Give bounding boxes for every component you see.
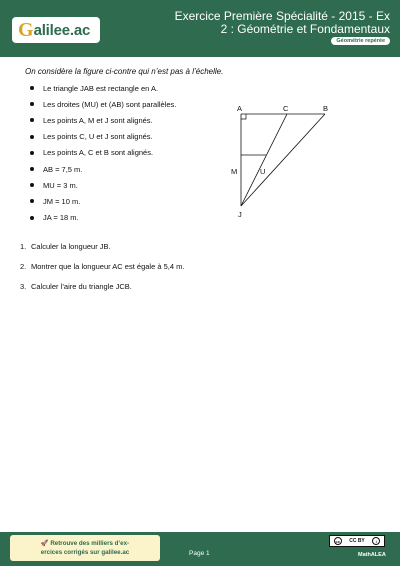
logo-g-letter: G: [18, 19, 34, 41]
label-u: U: [260, 167, 266, 176]
question-text: Montrer que la longueur AC est égale à 5,4 m.: [31, 261, 185, 271]
list-item: MU = 3 m.: [30, 177, 176, 193]
bullet-icon: [30, 199, 34, 203]
bullet-icon: [30, 183, 34, 187]
bullet-icon: [30, 118, 34, 122]
list-item: AB = 7,5 m.: [30, 161, 176, 177]
promo-line-2: ercices corrigés sur galilee.ac: [40, 549, 130, 556]
bullet-icon: [30, 151, 34, 155]
label-j: J: [238, 210, 242, 219]
license-badge[interactable]: [329, 535, 385, 547]
bullet-icon: [30, 167, 34, 171]
label-b: B: [323, 104, 329, 113]
promo-banner[interactable]: [10, 535, 160, 561]
question-item: [20, 256, 184, 276]
question-text: Calculer la longueur JB.: [31, 241, 111, 251]
list-item: JM = 10 m.: [30, 193, 176, 209]
page-number: Page 1: [189, 550, 210, 557]
label-a: A: [237, 104, 243, 113]
list-item: Les droites (MU) et (AB) sont parallèles.: [30, 96, 176, 112]
list-item: Les points C, U et J sont alignés.: [30, 129, 176, 145]
exercise-title: [130, 10, 390, 36]
segment-jc: [241, 114, 287, 206]
right-angle-mark: [241, 114, 246, 119]
list-item: Les points A, C et B sont alignés.: [30, 145, 176, 161]
list-item: Le triangle JAB est rectangle en A.: [30, 80, 176, 96]
bullet-icon: [30, 86, 34, 90]
attribution-icon: i: [372, 537, 380, 545]
license-text: CC BY: [349, 538, 365, 544]
label-m: M: [231, 167, 238, 176]
title-line-1: Exercice Première Spécialité - 2015 - Ex: [174, 9, 390, 23]
brand-label: MathALEA: [358, 552, 386, 558]
cc-icon: cc: [335, 538, 340, 544]
bullet-icon: [30, 216, 34, 220]
header-bar: [0, 0, 400, 57]
list-item: JA = 18 m.: [30, 210, 176, 226]
question-number: 2.: [20, 261, 27, 271]
questions-list: [20, 236, 184, 296]
segment-jb: [241, 114, 325, 206]
question-number: 1.: [20, 241, 27, 251]
promo-line-1: 🚀 Retrouve des milliers d’ex-: [40, 540, 130, 547]
given-facts-list: [30, 80, 176, 226]
topic-tag: Géométrie repérée: [331, 37, 390, 45]
bullet-icon: [30, 135, 34, 139]
question-text: Calculer l’aire du triangle JCB.: [31, 281, 132, 291]
title-line-2: 2 : Géométrie et Fondamentaux: [220, 22, 390, 36]
question-item: [20, 236, 184, 256]
galilee-logo[interactable]: [12, 17, 100, 43]
list-item: Les points A, M et J sont alignés.: [30, 112, 176, 128]
geometry-figure: [225, 102, 335, 222]
question-number: 3.: [20, 281, 27, 291]
logo-text: alilee.ac: [33, 21, 91, 39]
intro-text: On considère la figure ci-contre qui n’est pas à l’échelle.: [25, 67, 224, 76]
question-item: [20, 276, 184, 296]
label-c: C: [283, 104, 289, 113]
bullet-icon: [30, 102, 34, 106]
